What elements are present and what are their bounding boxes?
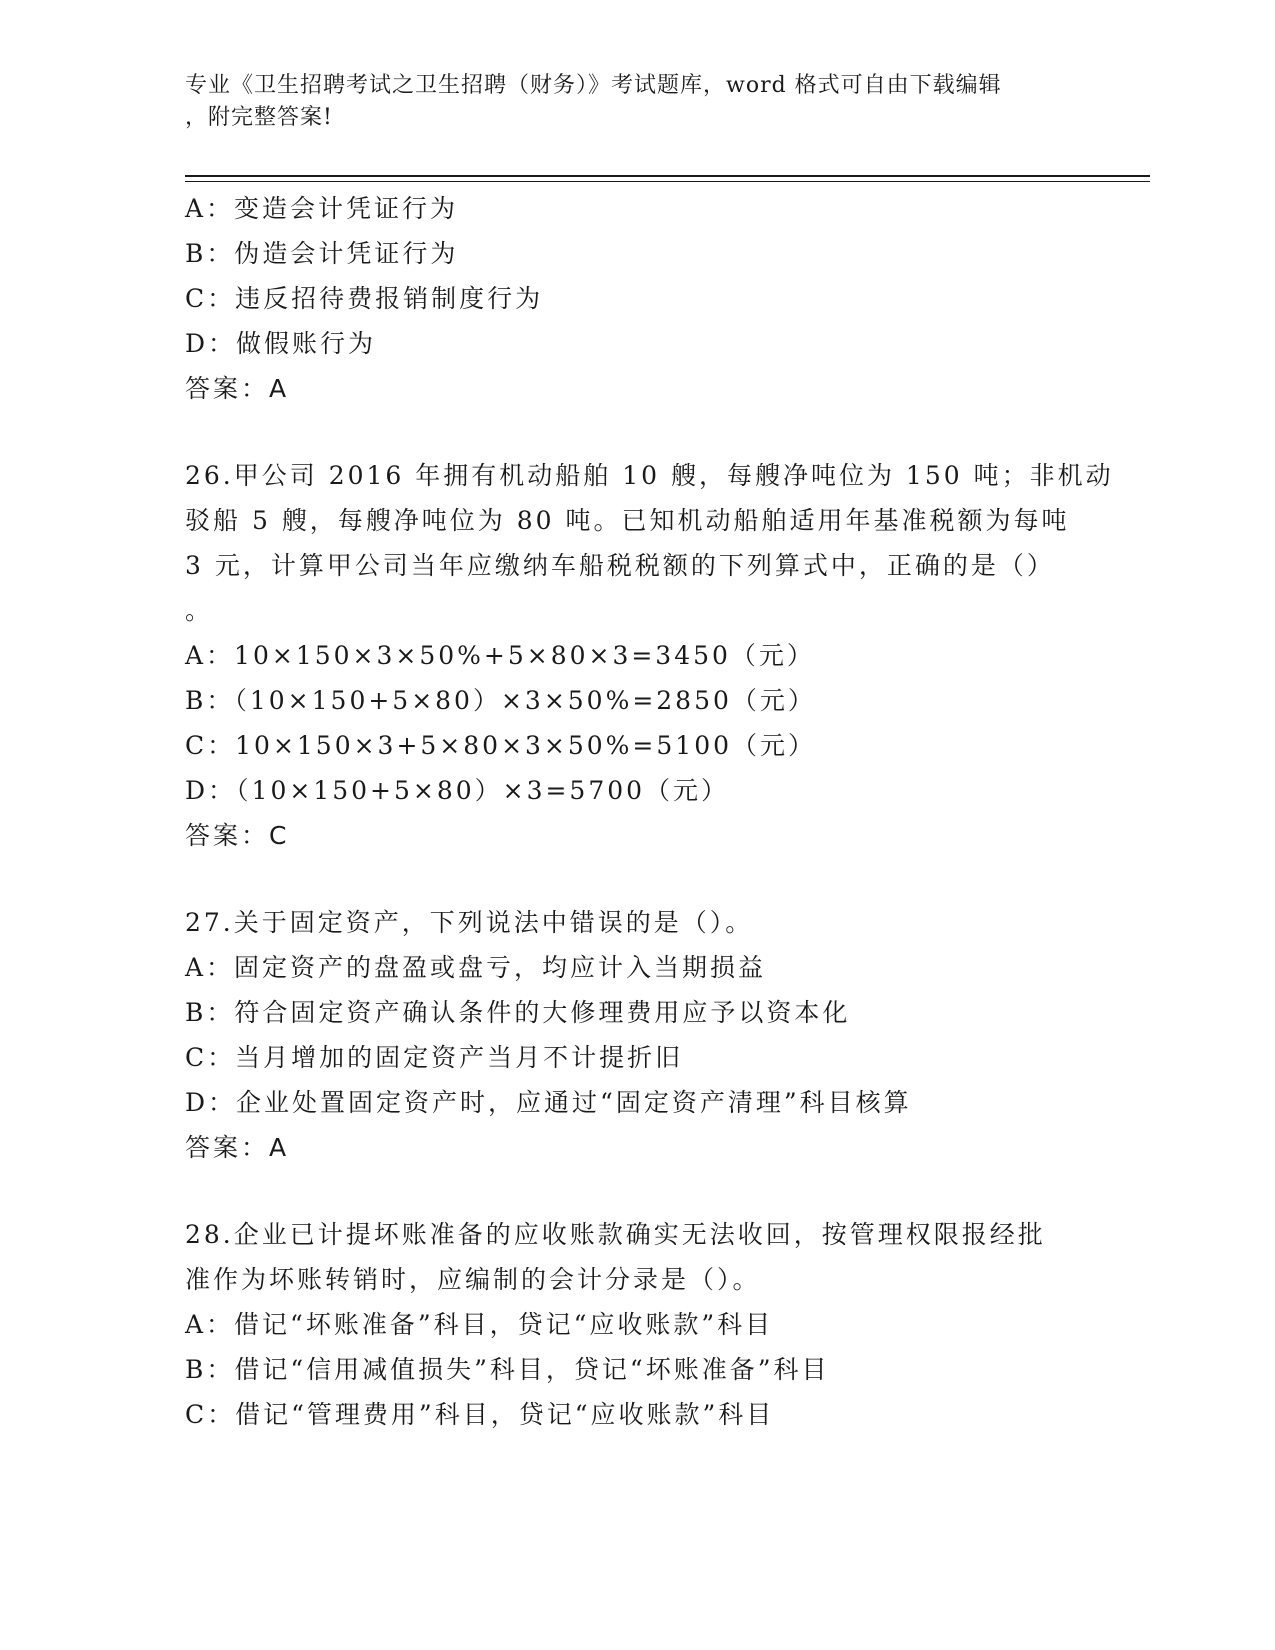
spacer: [185, 858, 1085, 900]
question-stem: 27.关于固定资产，下列说法中错误的是（）。: [185, 908, 754, 937]
header-rule-thick: [185, 175, 1150, 177]
question-25: [185, 186, 1085, 411]
option-d: D：企业处置固定资产时，应通过“固定资产清理”科目核算: [185, 1088, 912, 1117]
document-header: [185, 70, 1065, 134]
header-line-2: ，附完整答案!: [185, 105, 333, 130]
spacer: [185, 411, 1085, 453]
option-c: C：借记“管理费用”科目，贷记“应收账款”科目: [185, 1400, 775, 1429]
option-a: A：借记“坏账准备”科目，贷记“应收账款”科目: [185, 1310, 774, 1339]
answer: 答案：C: [185, 821, 290, 850]
answer: 答案：A: [185, 374, 290, 403]
option-b: B：借记“信用减值损失”科目，贷记“坏账准备”科目: [185, 1355, 830, 1384]
question-stem-line: 准作为坏账转销时，应编制的会计分录是（）。: [185, 1265, 761, 1294]
option-b: B：符合固定资产确认条件的大修理费用应予以资本化: [185, 998, 851, 1027]
option-a: A：变造会计凭证行为: [185, 194, 459, 223]
answer: 答案：A: [185, 1133, 290, 1162]
option-b: B：伪造会计凭证行为: [185, 239, 459, 268]
option-c: C：10×150×3+5×80×3×50%=5100（元）: [185, 731, 817, 760]
question-stem-line: 。: [185, 596, 214, 625]
spacer: [185, 1170, 1085, 1212]
option-a: A：固定资产的盘盈或盘亏，均应计入当期损益: [185, 953, 767, 982]
question-stem-line: 驳船 5 艘，每艘净吨位为 80 吨。已知机动船舶适用年基准税额为每吨: [185, 506, 1070, 535]
option-c: C：违反招待费报销制度行为: [185, 284, 544, 313]
option-d: D：做假账行为: [185, 329, 377, 358]
question-stem-line: 28.企业已计提坏账准备的应收账款确实无法收回，按管理权限报经批: [185, 1220, 1046, 1249]
option-b: B：（10×150+5×80）×3×50%=2850（元）: [185, 686, 816, 715]
header-line-1: 专业《卫生招聘考试之卫生招聘（财务）》考试题库，word 格式可自由下载编辑: [185, 73, 1002, 98]
header-rule-thin: [185, 181, 1150, 182]
option-a: A：10×150×3×50%+5×80×3=3450（元）: [185, 641, 815, 670]
option-c: C：当月增加的固定资产当月不计提折旧: [185, 1043, 684, 1072]
question-28: [185, 1212, 1085, 1437]
question-26: [185, 453, 1114, 858]
question-content: [185, 186, 1114, 1437]
question-stem-line: 26.甲公司 2016 年拥有机动船舶 10 艘，每艘净吨位为 150 吨；非机动: [185, 461, 1114, 490]
question-27: [185, 900, 1085, 1170]
question-stem-line: 3 元，计算甲公司当年应缴纳车船税税额的下列算式中，正确的是（）: [185, 551, 1055, 580]
option-d: D：（10×150+5×80）×3=5700（元）: [185, 776, 730, 805]
